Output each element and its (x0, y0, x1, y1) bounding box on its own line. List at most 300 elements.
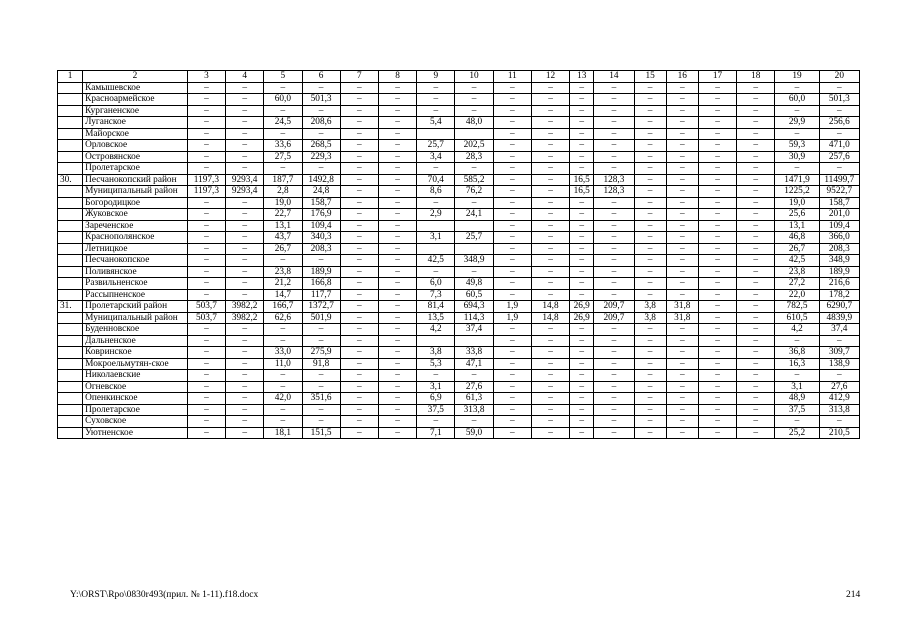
table-row (58, 255, 860, 267)
value-cell: – (531, 266, 569, 278)
value-cell: – (634, 278, 666, 290)
value-cell: – (187, 335, 225, 347)
column-number: 15 (634, 71, 666, 83)
value-cell: – (493, 266, 531, 278)
value-cell: 256,6 (819, 117, 859, 129)
value-cell: – (775, 416, 819, 428)
row-number (58, 370, 83, 382)
value-cell: – (340, 266, 378, 278)
value-cell: – (378, 186, 416, 198)
value-cell: – (819, 370, 859, 382)
settlement-name: Рассыпненское (83, 289, 188, 301)
value-cell: – (698, 289, 736, 301)
value-cell: – (226, 82, 264, 94)
value-cell: – (570, 220, 594, 232)
value-cell: – (378, 128, 416, 140)
row-number (58, 140, 83, 152)
value-cell: – (666, 128, 698, 140)
value-cell: – (187, 105, 225, 117)
value-cell: – (226, 94, 264, 106)
value-cell: – (666, 416, 698, 428)
value-cell: – (634, 416, 666, 428)
value-cell: – (455, 163, 493, 175)
value-cell: 309,7 (819, 347, 859, 359)
value-cell: 210,5 (819, 427, 859, 439)
settlement-name: Краснополянское (83, 232, 188, 244)
value-cell: – (737, 140, 775, 152)
settlement-name: Развильненское (83, 278, 188, 290)
value-cell: – (737, 312, 775, 324)
value-cell: – (666, 427, 698, 439)
value-cell: 49,8 (455, 278, 493, 290)
value-cell: – (340, 151, 378, 163)
value-cell: – (819, 105, 859, 117)
value-cell: 4,2 (775, 324, 819, 336)
value-cell: – (264, 82, 302, 94)
value-cell: – (634, 117, 666, 129)
value-cell: – (666, 243, 698, 255)
value-cell: 25,6 (775, 209, 819, 221)
value-cell: – (737, 301, 775, 313)
value-cell: 13,5 (417, 312, 455, 324)
value-cell: 59,0 (455, 427, 493, 439)
value-cell: – (226, 128, 264, 140)
data-table (57, 70, 860, 439)
row-number (58, 416, 83, 428)
value-cell: – (698, 220, 736, 232)
row-number (58, 163, 83, 175)
value-cell: – (594, 381, 634, 393)
value-cell: – (340, 358, 378, 370)
settlement-name: Летницкое (83, 243, 188, 255)
value-cell: – (698, 381, 736, 393)
value-cell: – (634, 404, 666, 416)
value-cell: 1197,3 (187, 186, 225, 198)
value-cell: – (570, 381, 594, 393)
value-cell: 128,3 (594, 174, 634, 186)
value-cell: – (737, 427, 775, 439)
column-number: 17 (698, 71, 736, 83)
value-cell: – (698, 117, 736, 129)
value-cell: – (775, 335, 819, 347)
value-cell: 208,3 (819, 243, 859, 255)
value-cell: – (187, 358, 225, 370)
value-cell: 501,9 (302, 312, 340, 324)
value-cell: 257,6 (819, 151, 859, 163)
value-cell: – (378, 232, 416, 244)
value-cell: – (531, 140, 569, 152)
value-cell: – (666, 174, 698, 186)
value-cell: 3,8 (634, 312, 666, 324)
value-cell: – (531, 358, 569, 370)
value-cell: – (493, 416, 531, 428)
value-cell: 5,4 (417, 117, 455, 129)
value-cell: – (226, 324, 264, 336)
value-cell: – (226, 404, 264, 416)
value-cell: – (531, 393, 569, 405)
value-cell: – (226, 427, 264, 439)
value-cell: – (493, 289, 531, 301)
value-cell: – (226, 347, 264, 359)
value-cell: – (340, 140, 378, 152)
value-cell: – (455, 370, 493, 382)
value-cell: – (570, 151, 594, 163)
value-cell: – (737, 128, 775, 140)
value-cell: 27,2 (775, 278, 819, 290)
value-cell: 501,3 (302, 94, 340, 106)
value-cell: – (187, 163, 225, 175)
value-cell: – (455, 105, 493, 117)
settlement-name: Камышевское (83, 82, 188, 94)
value-cell: – (417, 94, 455, 106)
table-row (58, 232, 860, 244)
value-cell: 109,4 (819, 220, 859, 232)
table-row (58, 404, 860, 416)
value-cell: – (264, 381, 302, 393)
value-cell: – (493, 151, 531, 163)
value-cell: 19,0 (264, 197, 302, 209)
value-cell: – (226, 220, 264, 232)
value-cell: – (634, 105, 666, 117)
value-cell: – (493, 393, 531, 405)
value-cell: – (378, 278, 416, 290)
value-cell: – (417, 416, 455, 428)
value-cell: 37,5 (775, 404, 819, 416)
value-cell: – (264, 128, 302, 140)
value-cell: – (417, 197, 455, 209)
value-cell: – (378, 151, 416, 163)
value-cell: – (698, 82, 736, 94)
value-cell: – (340, 370, 378, 382)
row-number (58, 266, 83, 278)
value-cell: – (634, 243, 666, 255)
value-cell: – (737, 255, 775, 267)
value-cell: – (493, 347, 531, 359)
value-cell: 208,3 (302, 243, 340, 255)
value-cell: – (378, 197, 416, 209)
value-cell: – (226, 163, 264, 175)
settlement-name: Огневское (83, 381, 188, 393)
value-cell: – (698, 163, 736, 175)
table-row (58, 82, 860, 94)
value-cell: – (531, 404, 569, 416)
value-cell: 229,3 (302, 151, 340, 163)
value-cell: – (594, 370, 634, 382)
value-cell: 166,8 (302, 278, 340, 290)
row-number (58, 94, 83, 106)
value-cell: – (570, 117, 594, 129)
value-cell: 42,0 (264, 393, 302, 405)
value-cell: – (698, 128, 736, 140)
value-cell: – (417, 266, 455, 278)
column-number: 16 (666, 71, 698, 83)
table-row (58, 266, 860, 278)
value-cell: – (531, 255, 569, 267)
value-cell: – (340, 105, 378, 117)
value-cell: – (775, 105, 819, 117)
value-cell: – (594, 324, 634, 336)
value-cell: – (634, 163, 666, 175)
value-cell: – (531, 151, 569, 163)
value-cell: – (775, 370, 819, 382)
value-cell: – (493, 427, 531, 439)
value-cell: 13,1 (775, 220, 819, 232)
table-row (58, 94, 860, 106)
value-cell: – (666, 370, 698, 382)
settlement-name: Пролетарский район (83, 301, 188, 313)
value-cell: 340,3 (302, 232, 340, 244)
value-cell: – (666, 266, 698, 278)
value-cell: – (378, 289, 416, 301)
row-number (58, 82, 83, 94)
value-cell: – (634, 289, 666, 301)
settlement-name: Луганское (83, 117, 188, 129)
value-cell: – (698, 347, 736, 359)
value-cell: – (378, 358, 416, 370)
value-cell: 31,8 (666, 301, 698, 313)
value-cell: – (340, 381, 378, 393)
value-cell: 25,2 (775, 427, 819, 439)
footer-file-path: Y:\ORST\Rpo\0830r493(прил. № 1-11).f18.docx (70, 590, 259, 600)
value-cell: – (634, 128, 666, 140)
value-cell: 782,5 (775, 301, 819, 313)
value-cell: – (226, 197, 264, 209)
value-cell: – (340, 186, 378, 198)
value-cell: – (594, 82, 634, 94)
value-cell: 18,1 (264, 427, 302, 439)
settlement-name: Богородицкое (83, 197, 188, 209)
value-cell (417, 335, 455, 347)
value-cell: – (302, 370, 340, 382)
column-number: 5 (264, 71, 302, 83)
value-cell: 1197,3 (187, 174, 225, 186)
value-cell: – (226, 289, 264, 301)
value-cell: – (570, 232, 594, 244)
value-cell: – (570, 140, 594, 152)
settlement-name: Муниципальный район (83, 312, 188, 324)
column-number: 12 (531, 71, 569, 83)
value-cell: – (531, 381, 569, 393)
value-cell: – (187, 209, 225, 221)
value-cell: – (378, 255, 416, 267)
value-cell: – (737, 335, 775, 347)
value-cell: 48,0 (455, 117, 493, 129)
value-cell: – (187, 289, 225, 301)
value-cell: – (340, 404, 378, 416)
value-cell: – (378, 347, 416, 359)
table-row (58, 416, 860, 428)
value-cell: 216,6 (819, 278, 859, 290)
value-cell: 11499,7 (819, 174, 859, 186)
value-cell: – (493, 174, 531, 186)
value-cell: – (737, 197, 775, 209)
footer-page-number: 214 (846, 590, 861, 600)
value-cell: – (531, 370, 569, 382)
value-cell: 9522,7 (819, 186, 859, 198)
value-cell: – (594, 358, 634, 370)
value-cell: 76,2 (455, 186, 493, 198)
value-cell: 114,3 (455, 312, 493, 324)
value-cell: – (455, 416, 493, 428)
value-cell: – (378, 174, 416, 186)
value-cell: – (634, 151, 666, 163)
value-cell: – (302, 105, 340, 117)
value-cell: 11,0 (264, 358, 302, 370)
value-cell: – (737, 381, 775, 393)
value-cell: – (666, 289, 698, 301)
value-cell: – (634, 255, 666, 267)
value-cell: – (698, 266, 736, 278)
value-cell: 25,7 (455, 232, 493, 244)
value-cell: – (187, 197, 225, 209)
value-cell: – (570, 335, 594, 347)
value-cell: – (594, 266, 634, 278)
value-cell: – (531, 117, 569, 129)
value-cell: – (666, 117, 698, 129)
value-cell: 3982,2 (226, 312, 264, 324)
value-cell: – (417, 370, 455, 382)
value-cell: – (531, 427, 569, 439)
value-cell: – (302, 404, 340, 416)
value-cell: – (264, 416, 302, 428)
table-row (58, 427, 860, 439)
value-cell: 2,8 (264, 186, 302, 198)
value-cell: 23,8 (264, 266, 302, 278)
table-row (58, 105, 860, 117)
value-cell: – (493, 220, 531, 232)
value-cell: – (698, 404, 736, 416)
value-cell: – (737, 105, 775, 117)
value-cell: – (378, 427, 416, 439)
value-cell: 4839,9 (819, 312, 859, 324)
value-cell: 1372,7 (302, 301, 340, 313)
table-row (58, 140, 860, 152)
value-cell: – (187, 128, 225, 140)
value-cell: 47,1 (455, 358, 493, 370)
value-cell: – (226, 266, 264, 278)
value-cell: – (378, 209, 416, 221)
value-cell: 7,3 (417, 289, 455, 301)
value-cell: 13,1 (264, 220, 302, 232)
value-cell: – (378, 266, 416, 278)
column-number: 3 (187, 71, 225, 83)
value-cell: – (570, 278, 594, 290)
value-cell: – (340, 278, 378, 290)
value-cell: 176,9 (302, 209, 340, 221)
value-cell: – (226, 255, 264, 267)
value-cell: – (493, 324, 531, 336)
row-number (58, 358, 83, 370)
value-cell: – (187, 243, 225, 255)
value-cell: 189,9 (302, 266, 340, 278)
value-cell: 81,4 (417, 301, 455, 313)
value-cell: – (531, 82, 569, 94)
value-cell: – (698, 232, 736, 244)
value-cell: – (493, 186, 531, 198)
value-cell: – (819, 163, 859, 175)
column-number: 14 (594, 71, 634, 83)
column-number: 4 (226, 71, 264, 83)
value-cell: 9293,4 (226, 174, 264, 186)
value-cell: – (187, 266, 225, 278)
value-cell: – (378, 82, 416, 94)
value-cell: – (531, 94, 569, 106)
value-cell: 25,7 (417, 140, 455, 152)
value-cell: 275,9 (302, 347, 340, 359)
value-cell: 1471,9 (775, 174, 819, 186)
value-cell: – (634, 186, 666, 198)
value-cell: 5,3 (417, 358, 455, 370)
value-cell: – (187, 393, 225, 405)
value-cell: – (340, 301, 378, 313)
value-cell: 209,7 (594, 312, 634, 324)
value-cell: – (531, 163, 569, 175)
value-cell: – (340, 312, 378, 324)
value-cell: – (264, 335, 302, 347)
value-cell: – (378, 105, 416, 117)
value-cell: 70,4 (417, 174, 455, 186)
value-cell: 313,8 (819, 404, 859, 416)
value-cell: – (666, 358, 698, 370)
value-cell: – (666, 255, 698, 267)
value-cell: 694,3 (455, 301, 493, 313)
column-number: 11 (493, 71, 531, 83)
value-cell: 348,9 (455, 255, 493, 267)
table-row (58, 117, 860, 129)
table-row (58, 312, 860, 324)
value-cell: – (187, 370, 225, 382)
value-cell: – (594, 128, 634, 140)
value-cell: 128,3 (594, 186, 634, 198)
value-cell: – (594, 94, 634, 106)
value-cell: – (531, 105, 569, 117)
value-cell: – (493, 381, 531, 393)
table-row (58, 151, 860, 163)
value-cell: 21,2 (264, 278, 302, 290)
value-cell: – (302, 416, 340, 428)
value-cell: – (187, 117, 225, 129)
value-cell: – (340, 82, 378, 94)
value-cell: – (666, 197, 698, 209)
table-row (58, 358, 860, 370)
value-cell: – (187, 278, 225, 290)
value-cell: 208,6 (302, 117, 340, 129)
value-cell: – (594, 209, 634, 221)
value-cell: – (737, 186, 775, 198)
row-number (58, 243, 83, 255)
value-cell: – (531, 324, 569, 336)
settlement-name: Песчанокопский район (83, 174, 188, 186)
value-cell: – (340, 220, 378, 232)
value-cell: 209,7 (594, 301, 634, 313)
value-cell: 37,4 (455, 324, 493, 336)
value-cell: 3,4 (417, 151, 455, 163)
value-cell: – (737, 266, 775, 278)
table-row (58, 381, 860, 393)
value-cell: – (187, 324, 225, 336)
row-number (58, 117, 83, 129)
value-cell: 117,7 (302, 289, 340, 301)
value-cell: – (187, 416, 225, 428)
row-number (58, 381, 83, 393)
value-cell (417, 128, 455, 140)
value-cell: 1492,8 (302, 174, 340, 186)
value-cell: – (634, 197, 666, 209)
value-cell: 31,8 (666, 312, 698, 324)
value-cell: – (737, 278, 775, 290)
value-cell: – (226, 151, 264, 163)
value-cell: – (737, 289, 775, 301)
